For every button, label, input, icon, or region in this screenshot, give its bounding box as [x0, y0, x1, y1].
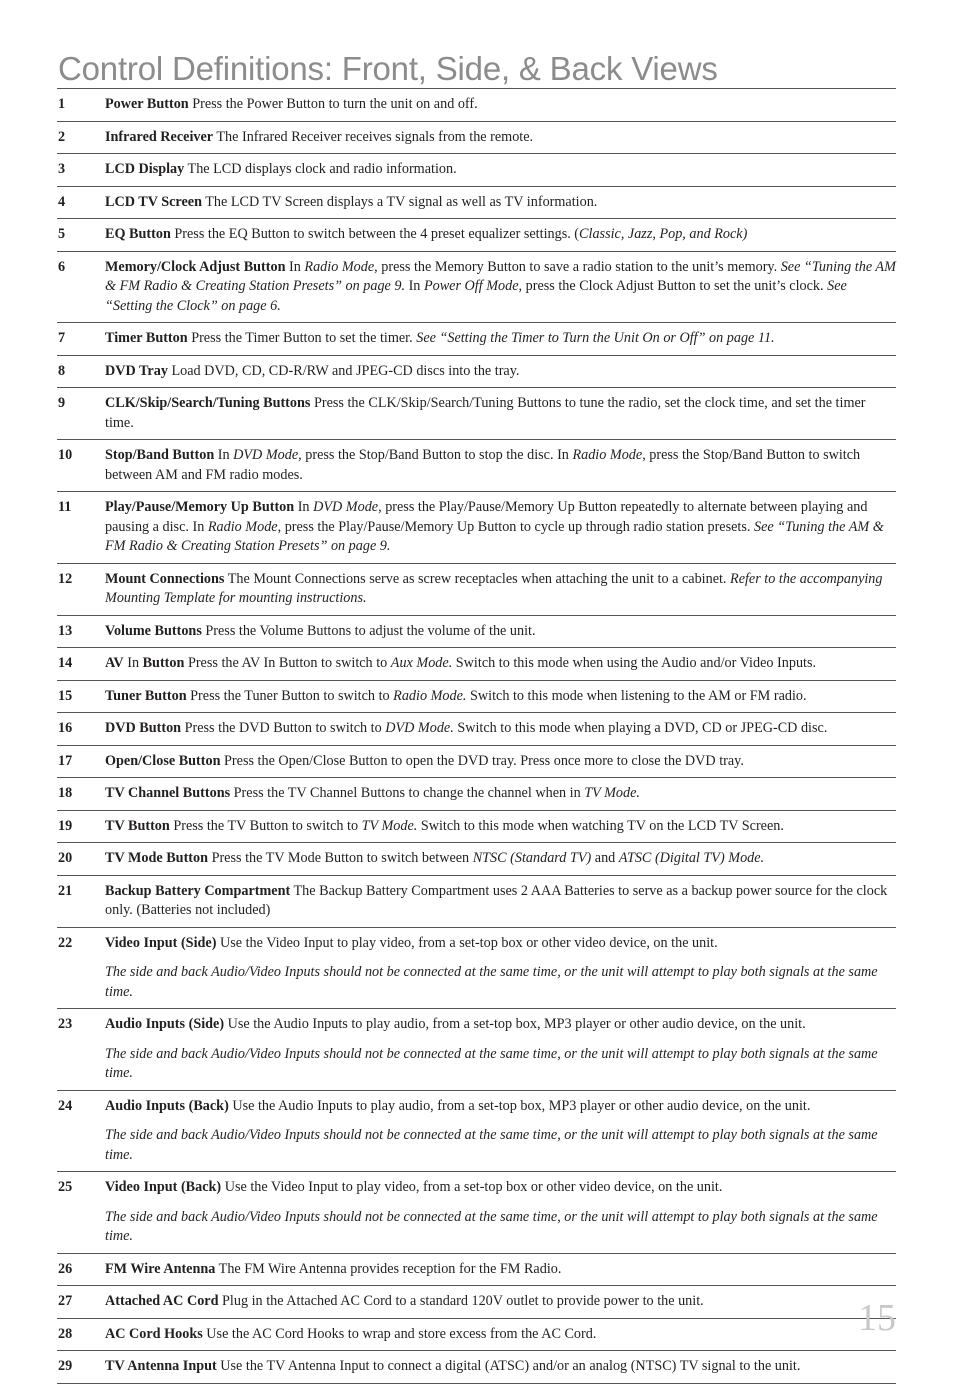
item-term: Volume Buttons: [105, 622, 202, 639]
item-text: [105, 570, 896, 609]
definition-row: [57, 746, 896, 779]
item-description: [105, 128, 896, 148]
item-number: 21: [58, 882, 73, 899]
item-number: 11: [58, 499, 72, 515]
item-term: DVD Button: [105, 720, 182, 736]
item-plain-text: Press the TV Channel Buttons to change the channel when in: [230, 785, 585, 801]
item-plain-text: , press the Memory Button to save a radio station to the unit’s memory.: [374, 258, 781, 275]
item-italic-text: DVD Mode: [233, 447, 299, 463]
definition-row: [57, 356, 896, 389]
item-description: [105, 934, 896, 1003]
item-text: [105, 1178, 896, 1198]
item-plain-text: Press the TV Button to switch to: [169, 817, 362, 834]
definition-row: [57, 492, 896, 564]
item-plain-text: Press the Timer Button to set the timer.: [187, 330, 417, 346]
item-number: 5: [58, 226, 66, 242]
item-number: 13: [58, 622, 73, 639]
item-text: [105, 622, 896, 642]
item-plain-text: Use the Audio Inputs to play audio, from a set-top box, MP3 player or other audio device, on the unit.: [228, 1097, 811, 1114]
item-description: [105, 95, 896, 115]
item-text: [105, 329, 896, 349]
definition-row: [57, 778, 896, 811]
item-italic-text: DVD Mode: [313, 499, 379, 515]
item-text: [105, 784, 896, 804]
item-text: [105, 1097, 896, 1117]
item-term: DVD Tray: [105, 362, 168, 379]
item-description: [105, 1097, 896, 1166]
item-term: AV: [105, 655, 124, 671]
item-plain-text: In: [294, 499, 314, 515]
item-description: [105, 362, 896, 382]
item-text: [105, 1260, 896, 1280]
item-term: Video Input (Back): [105, 1179, 222, 1195]
item-plain-text: Use the Video Input to play video, from a set-top box or other video device, on the unit.: [216, 934, 718, 951]
item-italic-text: TV Mode.: [584, 785, 640, 801]
definition-row: [57, 811, 896, 844]
item-number: 1: [58, 96, 66, 112]
item-italic-text: See “Tuning the AM & FM Radio & Creating Station Presets” on page 9.: [105, 258, 896, 294]
definition-row: [57, 928, 896, 1010]
item-note: The side and back Audio/Video Inputs should not be connected at the same time, or the unit will attempt to play both signals at the same time.: [105, 964, 878, 1000]
item-text: [105, 128, 896, 148]
item-plain-text: Use the AC Cord Hooks to wrap and store excess from the AC Cord.: [202, 1325, 597, 1342]
item-description: [105, 160, 896, 180]
item-plain-text: Switch to this mode when playing a DVD, CD or JPEG-CD disc.: [453, 720, 828, 736]
item-number: 27: [58, 1293, 73, 1309]
item-plain-text: The FM Wire Antenna provides reception for the FM Radio.: [215, 1260, 562, 1277]
item-plain-text: , press the Stop/Band Button to switch between AM and FM radio modes.: [105, 447, 861, 483]
item-italic-text: Power Off Mode: [423, 278, 519, 294]
item-description: [105, 817, 896, 837]
item-description: [105, 882, 896, 921]
item-text: [105, 1357, 896, 1377]
item-description: [105, 1260, 896, 1280]
definition-row: [57, 1009, 896, 1091]
item-number: 18: [58, 785, 73, 801]
item-italic-text: Radio Mode: [572, 447, 643, 463]
definition-row: [57, 89, 896, 122]
item-plain-text: Switch to this mode when watching TV on the LCD TV Screen.: [417, 817, 784, 834]
item-term: Open/Close Button: [105, 752, 221, 769]
item-description: [105, 719, 896, 739]
item-text: [105, 498, 896, 557]
item-number: 7: [58, 330, 66, 346]
item-number: 28: [58, 1325, 73, 1342]
definition-row: [57, 440, 896, 492]
item-plain-text: Press the EQ Button to switch between the 4 preset equalizer settings. (: [170, 226, 580, 242]
item-text: [105, 193, 896, 213]
item-italic-text: Refer to the accompanying Mounting Template for mounting instructions.: [105, 570, 883, 606]
item-plain-text: Press the DVD Button to switch to: [181, 720, 386, 736]
item-term: Power Button: [105, 96, 189, 112]
item-term: TV Antenna Input: [105, 1358, 217, 1374]
item-description: [105, 1178, 896, 1247]
item-number: 2: [58, 128, 66, 145]
item-term: TV Button: [105, 817, 170, 834]
definition-row: [57, 1172, 896, 1254]
item-text: [105, 95, 896, 115]
item-term: Backup Battery Compartment: [105, 882, 291, 899]
item-plain-text: Switch to this mode when listening to the AM or FM radio.: [466, 687, 807, 704]
item-number: 15: [58, 687, 73, 704]
item-description: [105, 394, 896, 433]
item-note: The side and back Audio/Video Inputs should not be connected at the same time, or the unit will attempt to play both signals at the same time.: [105, 1127, 878, 1163]
item-text: [105, 160, 896, 180]
item-plain-text: , press the Clock Adjust Button to set the unit’s clock.: [518, 278, 828, 294]
item-plain-text: Press the CLK/Skip/Search/Tuning Buttons to tune the radio, set the clock time, and set the timer time.: [105, 395, 866, 431]
definition-row: [57, 1254, 896, 1287]
item-plain-text: Switch to this mode when using the Audio and/or Video Inputs.: [452, 655, 817, 671]
definition-row: [57, 252, 896, 324]
item-italic-text: Aux Mode.: [390, 655, 453, 671]
item-italic-text: See “Tuning the AM & FM Radio & Creating Station Presets” on page 9.: [105, 518, 884, 554]
item-description: [105, 498, 896, 557]
item-text: [105, 225, 896, 245]
definition-row: [57, 648, 896, 681]
item-description: [105, 193, 896, 213]
item-italic-text: See “Setting the Clock” on page 6.: [105, 278, 847, 314]
item-plain-text: In: [405, 278, 424, 294]
item-term: Video Input (Side): [105, 934, 217, 951]
item-term: EQ Button: [105, 226, 171, 242]
item-term: Attached AC Cord: [105, 1293, 219, 1309]
item-number: 26: [58, 1260, 73, 1277]
item-term: Timer Button: [105, 330, 188, 346]
item-description: [105, 570, 896, 609]
item-plain-text: Use the Audio Inputs to play audio, from a set-top box, MP3 player or other audio device, on the unit.: [224, 1016, 806, 1032]
item-term: Memory/Clock Adjust Button: [105, 258, 286, 275]
item-plain-text: and: [591, 850, 619, 866]
item-number: 20: [58, 850, 73, 866]
item-text: [105, 687, 896, 707]
item-plain-text: The LCD displays clock and radio information.: [184, 161, 457, 177]
item-description: [105, 1292, 896, 1312]
item-plain-text: Press the AV In Button to switch to: [184, 655, 391, 671]
definition-row: [57, 187, 896, 220]
item-description: [105, 329, 896, 349]
item-note: The side and back Audio/Video Inputs should not be connected at the same time, or the unit will attempt to play both signals at the same time.: [105, 1208, 878, 1244]
item-term: FM Wire Antenna: [105, 1260, 216, 1277]
item-number: 23: [58, 1016, 73, 1032]
item-plain-text: , press the Stop/Band Button to stop the disc. In: [298, 447, 573, 463]
item-plain-text: Press the Open/Close Button to open the DVD tray. Press once more to close the DVD tray.: [220, 752, 744, 769]
item-term: TV Channel Buttons: [105, 785, 231, 801]
item-plain-text: In: [285, 258, 305, 275]
item-term: TV Mode Button: [105, 850, 209, 866]
definition-row: [57, 1351, 896, 1384]
item-description: [105, 849, 896, 869]
definition-row: [57, 843, 896, 876]
item-text: [105, 817, 896, 837]
item-number: 8: [58, 362, 66, 379]
page-content: [57, 50, 896, 1384]
definition-row: [57, 616, 896, 649]
item-plain-text: In: [123, 655, 143, 671]
item-text: [105, 849, 896, 869]
item-description: [105, 752, 896, 772]
item-number: 14: [58, 655, 73, 671]
item-text: [105, 394, 896, 433]
item-number: 10: [58, 447, 73, 463]
item-plain-text: Plug in the Attached AC Cord to a standard 120V outlet to provide power to the unit.: [218, 1293, 704, 1309]
item-term: LCD Display: [105, 161, 185, 177]
item-italic-text: See “Setting the Timer to Turn the Unit On or Off” on page 11.: [416, 330, 775, 346]
item-number: 9: [58, 395, 66, 411]
item-plain-text: The LCD TV Screen displays a TV signal as well as TV information.: [201, 193, 598, 210]
item-italic-text: Radio Mode.: [393, 687, 467, 704]
item-number: 19: [58, 817, 73, 834]
item-number: 16: [58, 720, 73, 736]
item-description: [105, 225, 896, 245]
item-number: 24: [58, 1097, 73, 1114]
item-plain-text: Use the TV Antenna Input to connect a digital (ATSC) and/or an analog (NTSC) TV signal to the unit.: [216, 1358, 801, 1374]
item-term: Mount Connections: [105, 570, 225, 587]
item-plain-text: Press the TV Mode Button to switch between: [208, 850, 473, 866]
item-text: [105, 362, 896, 382]
item-italic-text: Radio Mode: [207, 518, 278, 535]
item-italic-text: TV Mode.: [361, 817, 418, 834]
item-number: 22: [58, 934, 73, 951]
item-plain-text: Press the Volume Buttons to adjust the volume of the unit.: [201, 622, 536, 639]
item-number: 6: [58, 258, 66, 275]
definition-row: [57, 219, 896, 252]
item-text: [105, 1015, 896, 1035]
item-plain-text: Press the Power Button to turn the unit on and off.: [188, 96, 478, 112]
definition-row: [57, 681, 896, 714]
item-description: [105, 1357, 896, 1377]
item-description: [105, 1015, 896, 1084]
item-description: [105, 654, 896, 674]
item-description: [105, 622, 896, 642]
item-text: [105, 752, 896, 772]
item-italic-text: NTSC (Standard TV): [472, 850, 592, 866]
item-plain-text: The Infrared Receiver receives signals from the remote.: [213, 128, 534, 145]
item-plain-text: The Backup Battery Compartment uses 2 AAA Batteries to serve as a backup power source for the clock only. (Batteries not included): [105, 882, 888, 918]
item-text: [105, 934, 896, 954]
item-term: Tuner Button: [105, 687, 187, 704]
definition-row: [57, 122, 896, 155]
definitions-list: [57, 89, 896, 1384]
item-plain-text: Press the Tuner Button to switch to: [186, 687, 394, 704]
item-text: [105, 446, 896, 485]
item-term: Audio Inputs (Side): [105, 1016, 225, 1032]
item-number: 29: [58, 1358, 73, 1374]
item-number: 25: [58, 1179, 73, 1195]
definition-row: [57, 1319, 896, 1352]
item-term: Button: [142, 655, 185, 671]
item-description: [105, 258, 896, 317]
definition-row: [57, 388, 896, 440]
item-term: Audio Inputs (Back): [105, 1097, 229, 1114]
item-italic-text: DVD Mode.: [385, 720, 454, 736]
definition-row: [57, 154, 896, 187]
definition-row: [57, 323, 896, 356]
item-text: [105, 258, 896, 317]
item-term: CLK/Skip/Search/Tuning Buttons: [105, 395, 311, 411]
item-term: Play/Pause/Memory Up Button: [105, 499, 295, 515]
definition-row: [57, 1091, 896, 1173]
definition-row: [57, 1286, 896, 1319]
item-term: AC Cord Hooks: [105, 1325, 203, 1342]
item-text: [105, 654, 896, 674]
item-text: [105, 1292, 896, 1312]
page-number: 15: [858, 1297, 896, 1339]
item-plain-text: , press the Play/Pause/Memory Up Button to cycle up through radio station presets.: [277, 518, 754, 535]
item-plain-text: Load DVD, CD, CD-R/RW and JPEG-CD discs into the tray.: [167, 362, 520, 379]
item-description: [105, 687, 896, 707]
item-plain-text: In: [214, 447, 234, 463]
item-text: [105, 882, 896, 921]
item-number: 17: [58, 752, 73, 769]
item-number: 4: [58, 193, 66, 210]
item-text: [105, 1325, 896, 1345]
item-description: [105, 446, 896, 485]
item-term: Stop/Band Button: [105, 447, 215, 463]
item-italic-text: Classic, Jazz, Pop, and Rock): [579, 226, 748, 242]
item-description: [105, 784, 896, 804]
item-text: [105, 719, 896, 739]
item-number: 3: [58, 161, 66, 177]
item-plain-text: Use the Video Input to play video, from a set-top box or other video device, on the unit.: [221, 1179, 723, 1195]
page-title: Control Definitions: Front, Side, & Back Views: [57, 50, 896, 89]
item-note: The side and back Audio/Video Inputs should not be connected at the same time, or the unit will attempt to play both signals at the same time.: [105, 1045, 878, 1081]
item-description: [105, 1325, 896, 1345]
item-plain-text: The Mount Connections serve as screw receptacles when attaching the unit to a cabinet.: [224, 570, 731, 587]
item-term: Infrared Receiver: [105, 128, 214, 145]
definition-row: [57, 876, 896, 928]
item-number: 12: [58, 570, 73, 587]
item-italic-text: Radio Mode: [304, 258, 375, 275]
item-plain-text: , press the Play/Pause/Memory Up Button repeatedly to alternate between playing and pausing a disc. In: [105, 499, 868, 535]
definition-row: [57, 713, 896, 746]
item-term: LCD TV Screen: [105, 193, 202, 210]
definition-row: [57, 564, 896, 616]
item-italic-text: ATSC (Digital TV) Mode.: [618, 850, 765, 866]
